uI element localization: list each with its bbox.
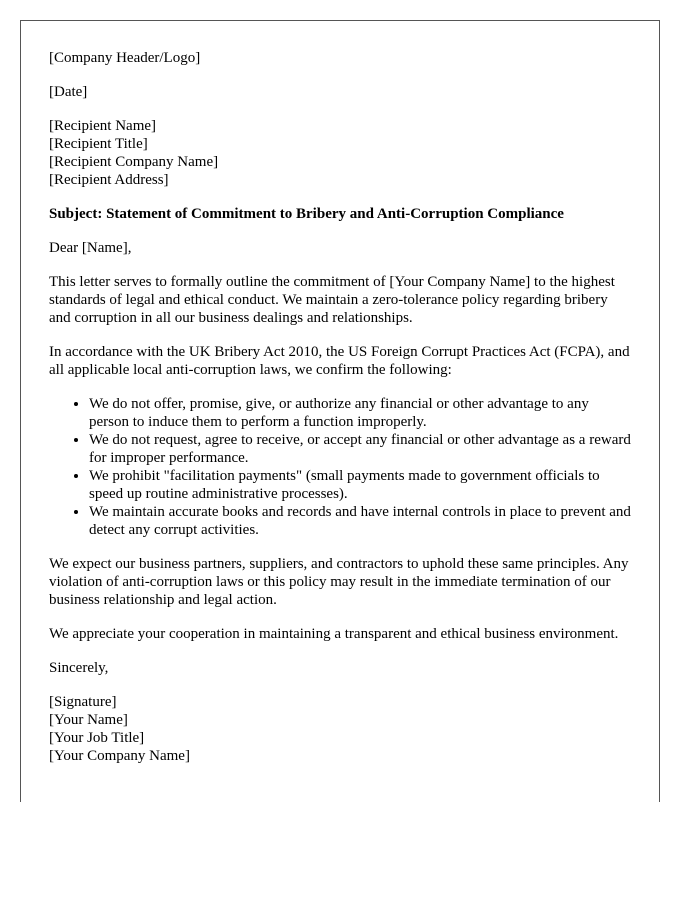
list-item: • We do not request, agree to receive, or accept any financial or other advantage as a reward for improper performance. bbox=[89, 431, 631, 467]
subject-line: Subject: Statement of Commitment to Bribery and Anti-Corruption Compliance bbox=[49, 206, 564, 222]
letter-page bbox=[20, 20, 660, 802]
sender-name: [Your Name] bbox=[49, 712, 128, 728]
sender-company: [Your Company Name] bbox=[49, 748, 190, 764]
company-header: [Company Header/Logo] bbox=[49, 50, 201, 66]
recipient-company: [Recipient Company Name] bbox=[49, 154, 219, 170]
intro-paragraph: This letter serves to formally outline the commitment of [Your Company Name] to the highest standards of legal and ethical conduct. We maintain a zero-tolerance policy regarding bribery and corruption in all our business dealings and relationships. bbox=[49, 274, 615, 326]
salutation: Dear [Name], bbox=[49, 240, 132, 256]
list-item: • We do not offer, promise, give, or authorize any financial or other advantage to any person to induce them to perform a function improperly. bbox=[89, 395, 631, 431]
recipient-title: [Recipient Title] bbox=[49, 136, 148, 152]
signoff: Sincerely, bbox=[49, 660, 109, 676]
signature-block bbox=[49, 693, 631, 765]
recipient-block bbox=[49, 117, 631, 189]
expectations-paragraph: We expect our business partners, suppliers, and contractors to uphold these same principles. Any violation of anti-corruption laws or this policy may result in the immediate termination of our business relationship and legal action. bbox=[49, 556, 629, 608]
appreciation-paragraph: We appreciate your cooperation in maintaining a transparent and ethical business environment. bbox=[49, 626, 619, 642]
recipient-address: [Recipient Address] bbox=[49, 172, 169, 188]
recipient-name: [Recipient Name] bbox=[49, 118, 157, 134]
signature-placeholder: [Signature] bbox=[49, 694, 117, 710]
sender-job-title: [Your Job Title] bbox=[49, 730, 145, 746]
letter-date: [Date] bbox=[49, 84, 88, 100]
commitment-list bbox=[49, 395, 631, 539]
compliance-paragraph: In accordance with the UK Bribery Act 2010, the US Foreign Corrupt Practices Act (FCPA), and all applicable local anti-corruption laws, we confirm the following: bbox=[49, 344, 630, 378]
list-item: • We maintain accurate books and records and have internal controls in place to prevent and detect any corrupt activities. bbox=[89, 503, 631, 539]
list-item: • We prohibit "facilitation payments" (small payments made to government officials to speed up routine administrative processes). bbox=[89, 467, 631, 503]
